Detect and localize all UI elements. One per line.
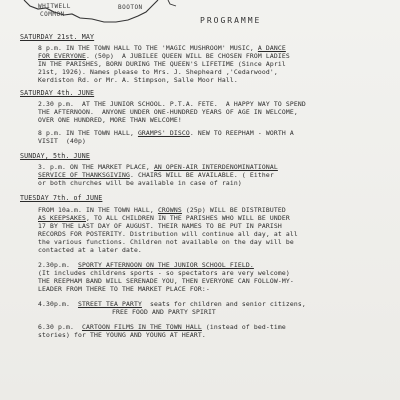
event-disco-line2: VISIT (40p) xyxy=(38,137,86,145)
event-crowns-line2: AS KEEPSAKES, TO ALL CHILDREN IN THE PARISHES WHO WILL BE UNDER xyxy=(38,214,290,222)
event-crowns-line1: FROM 10a.m. IN THE TOWN HALL, CROWNS (25p) WILL BE DISTRIBUTED xyxy=(38,206,286,214)
event-service-line2: SERVICE OF THANKSGIVING. CHAIRS WILL BE AVAILABLE. ( Either xyxy=(38,171,274,179)
event-crowns-line5: the various functions. Children not available on the day will be xyxy=(38,238,294,246)
event-disco-line1: 8 p.m. IN THE TOWN HALL, GRAMPS' DISCO. NEW TO REEPHAM - WORTH A xyxy=(38,129,294,137)
event-sports-line3: THE REEPHAM BAND WILL SERENADE YOU, THEN EVERYONE CAN FOLLOW-MY- xyxy=(38,277,294,285)
event-fete-line1: 2.30 p.m. AT THE JUNIOR SCHOOL. P.T.A. FETE. A HAPPY WAY TO SPEND xyxy=(38,100,306,108)
event-fete-line3: OVER ONE HUNDRED, MORE THAN WELCOME! xyxy=(38,116,182,124)
map-label-common: COMMON xyxy=(40,11,65,18)
event-tea-line1: 4.30p.m. STREET TEA PARTY seats for children and senior citizens, xyxy=(38,300,306,308)
event-sports-line2: (It includes childrens sports - so spectators are very welcome) xyxy=(38,269,290,277)
event-dance-line5: Kerdiston Rd. or Mr. A. Stimpson, Salle Moor Hall. xyxy=(38,76,238,84)
event-sports-line1: 2.30p.m. SPORTY AFTERNOON ON THE JUNIOR SCHOOL FIELD. xyxy=(38,261,254,269)
event-service-line1: 3. p.m. ON THE MARKET PLACE, AN OPEN-AIR INTERDENOMINATIONAL xyxy=(38,163,278,171)
event-tea-line2: FREE FOOD AND PARTY SPIRIT xyxy=(112,308,216,316)
event-dance-line1: 8 p.m. IN THE TOWN HALL TO THE 'MAGIC MUSHROOM' MUSIC, A DANCE xyxy=(38,44,286,52)
event-dance-line3: IN THE PARISHES, BORN DURING THE QUEEN'S LIFETIME (Since April xyxy=(38,60,286,68)
map-label-booton: BOOTON xyxy=(118,4,143,11)
heading-sun-5-june: SUNDAY, 5th. JUNE xyxy=(20,152,91,160)
map-label-whitwell: WHITWELL xyxy=(38,3,71,10)
heading-sat-21-may: SATURDAY 21st. MAY xyxy=(20,33,95,41)
event-service-line3: or both churches will be available in case of rain) xyxy=(38,179,242,187)
event-sports-line4: LEADER FROM THERE TO THE MARKET PLACE FOR:- xyxy=(38,285,210,293)
event-dance-line2: FOR EVERYONE. (50p) A JUBILEE QUEEN WILL BE CHOSEN FROM LADIES xyxy=(38,52,290,60)
event-fete-line2: THE AFTERNOON. ANYONE UNDER ONE-HUNDRED YEARS OF AGE IN WELCOME, xyxy=(38,108,298,116)
page-title: PROGRAMME xyxy=(200,16,262,25)
event-crowns-line3: 17 BY THE LAST DAY OF AUGUST. THEIR NAMES TO BE PUT IN PARISH xyxy=(38,222,282,230)
event-dance-line4: 21st, 1926). Names please to Mrs. J. Shepheard ,'Cedarwood', xyxy=(38,68,278,76)
event-crowns-line4: RECORDS FOR POSTERITY. Distribution will continue all day, at all xyxy=(38,230,298,238)
event-films-line1: 6.30 p.m. CARTOON FILMS IN THE TOWN HALL (instead of bed-time xyxy=(38,323,286,331)
event-films-line2: stories) for THE YOUNG AND YOUNG AT HEART. xyxy=(38,331,206,339)
event-crowns-line6: contacted at a later date. xyxy=(38,246,142,254)
heading-tue-7-june: TUESDAY 7th. of JUNE xyxy=(20,194,103,202)
heading-sat-4-june: SATURDAY 4th. JUNE xyxy=(20,89,95,97)
